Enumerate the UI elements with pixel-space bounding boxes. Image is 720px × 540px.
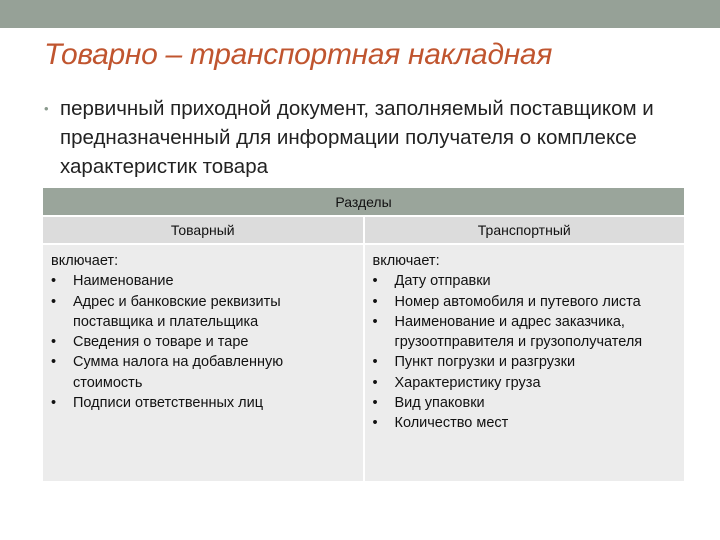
goods-cell: [43, 244, 364, 481]
transport-intro: включает:: [372, 253, 440, 269]
list-item: • Наименование: [51, 273, 174, 290]
transport-cell: [364, 244, 685, 481]
list-item: • Сведения о товаре и таре: [51, 334, 249, 351]
list-item: • Номер автомобиля и путевого листа: [372, 293, 641, 310]
goods-list: [51, 271, 355, 413]
list-item: • Пункт погрузки и разгрузки: [372, 354, 576, 371]
list-item: • Наименование и адрес заказчика, грузоотправителя и грузополучателя: [372, 313, 643, 351]
list-item: • Количество мест: [372, 415, 509, 432]
sections-table: [43, 188, 684, 481]
list-item: • Сумма налога на добавленную стоимость: [51, 354, 284, 391]
bullet-text: первичный приходной документ, заполняемый поставщиком и предназначенный для информации получателя о комплексе характеристик товара: [60, 97, 654, 178]
slide-title: Товарно – транспортная накладная: [44, 38, 553, 71]
list-item: • Вид упаковки: [372, 395, 485, 412]
table-subheader-row: [43, 216, 684, 244]
main-bullet: [44, 94, 684, 181]
list-item: • Дату отправки: [372, 273, 491, 290]
bullet-dot-icon: •: [44, 101, 49, 116]
transport-list: [373, 271, 677, 433]
table-header-row: [43, 188, 684, 216]
table-body-row: [43, 244, 684, 481]
list-item: • Характеристику груза: [372, 374, 541, 391]
column-header-goods: Товарный: [43, 216, 364, 244]
table-header: Разделы: [43, 188, 684, 216]
list-item: • Подписи ответственных лиц: [51, 395, 264, 412]
goods-intro: включает:: [51, 253, 119, 269]
column-header-transport: Транспортный: [364, 216, 685, 244]
list-item: • Адрес и банковские реквизиты поставщика и плательщика: [51, 293, 281, 330]
top-decor-bar: [0, 0, 720, 28]
